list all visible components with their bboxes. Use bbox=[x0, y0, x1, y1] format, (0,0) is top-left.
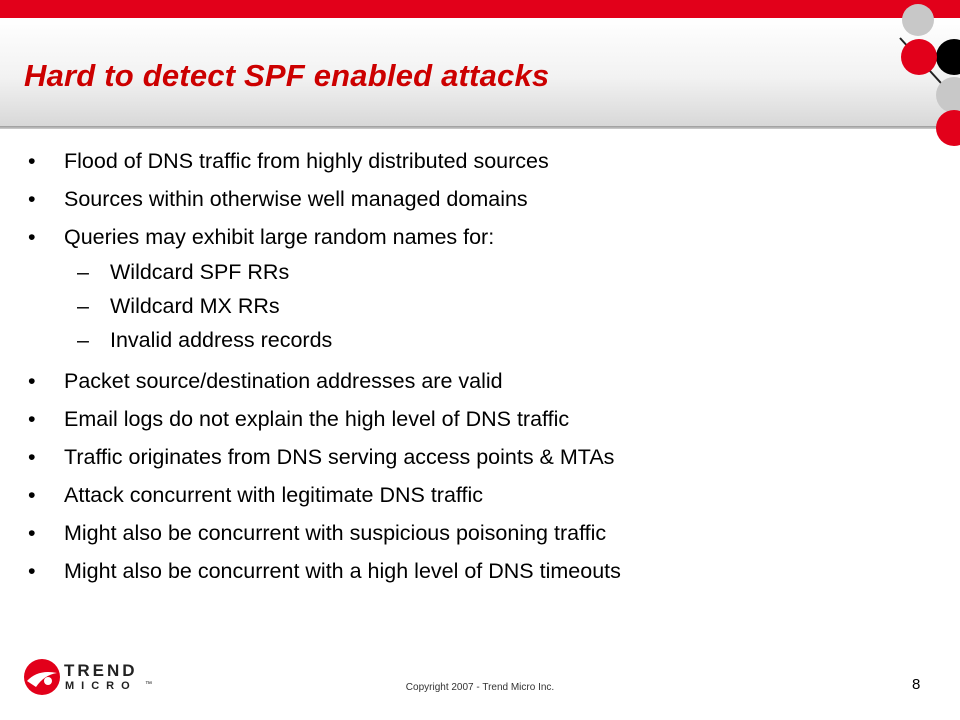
bullet-glyph: • bbox=[28, 521, 36, 545]
bullet-item bbox=[28, 520, 928, 547]
bullet-list bbox=[28, 148, 928, 596]
copyright-text: Copyright 2007 - Trend Micro Inc. bbox=[405, 682, 555, 693]
sub-bullet-text: Wildcard SPF RRs bbox=[110, 260, 290, 284]
sub-bullet-item bbox=[64, 255, 928, 289]
dash-glyph: – bbox=[77, 328, 89, 352]
bullet-item bbox=[28, 224, 928, 357]
sub-bullet-item bbox=[64, 289, 928, 323]
sub-bullet-text: Wildcard MX RRs bbox=[110, 294, 280, 318]
bullet-item bbox=[28, 444, 928, 471]
page-number: 8 bbox=[912, 676, 921, 693]
sub-bullet-list bbox=[64, 255, 928, 357]
decor-circle-red bbox=[901, 39, 937, 75]
bullet-text: Attack concurrent with legitimate DNS traffic bbox=[64, 483, 484, 507]
bullet-glyph: • bbox=[28, 407, 36, 431]
bullet-text: Traffic originates from DNS serving access points & MTAs bbox=[64, 445, 615, 469]
bullet-glyph: • bbox=[28, 225, 36, 249]
bullet-item bbox=[28, 558, 928, 585]
logo-wordmark-micro: MICRO bbox=[65, 680, 137, 692]
bullet-text: Packet source/destination addresses are valid bbox=[64, 369, 503, 393]
logo-trademark: ™ bbox=[145, 681, 152, 688]
sub-bullet-item bbox=[64, 323, 928, 357]
bullet-text: Queries may exhibit large random names for: bbox=[64, 225, 495, 249]
bullet-glyph: • bbox=[28, 369, 36, 393]
decor-circle-red bbox=[936, 110, 960, 146]
bullet-item bbox=[28, 482, 928, 509]
bullet-glyph: • bbox=[28, 445, 36, 469]
slide-title: Hard to detect SPF enabled attacks bbox=[24, 58, 550, 93]
bullet-text: Might also be concurrent with suspicious poisoning traffic bbox=[64, 521, 607, 545]
decor-circle-gray bbox=[902, 4, 934, 36]
logo-wordmark-trend: TREND bbox=[64, 661, 138, 680]
dash-glyph: – bbox=[77, 260, 89, 284]
bullet-text: Sources within otherwise well managed domains bbox=[64, 187, 528, 211]
decor-circle-black bbox=[936, 39, 960, 75]
bullet-text: Might also be concurrent with a high level of DNS timeouts bbox=[64, 559, 621, 583]
dash-glyph: – bbox=[77, 294, 89, 318]
bullet-glyph: • bbox=[28, 149, 36, 173]
bullet-text: Flood of DNS traffic from highly distributed sources bbox=[64, 149, 549, 173]
bullet-item bbox=[28, 148, 928, 175]
sub-bullet-text: Invalid address records bbox=[110, 328, 333, 352]
bullet-glyph: • bbox=[28, 187, 36, 211]
bullet-text: Email logs do not explain the high level of DNS traffic bbox=[64, 407, 570, 431]
bullet-glyph: • bbox=[28, 559, 36, 583]
bullet-glyph: • bbox=[28, 483, 36, 507]
bullet-item bbox=[28, 406, 928, 433]
bullet-item bbox=[28, 368, 928, 395]
bullet-item bbox=[28, 186, 928, 213]
